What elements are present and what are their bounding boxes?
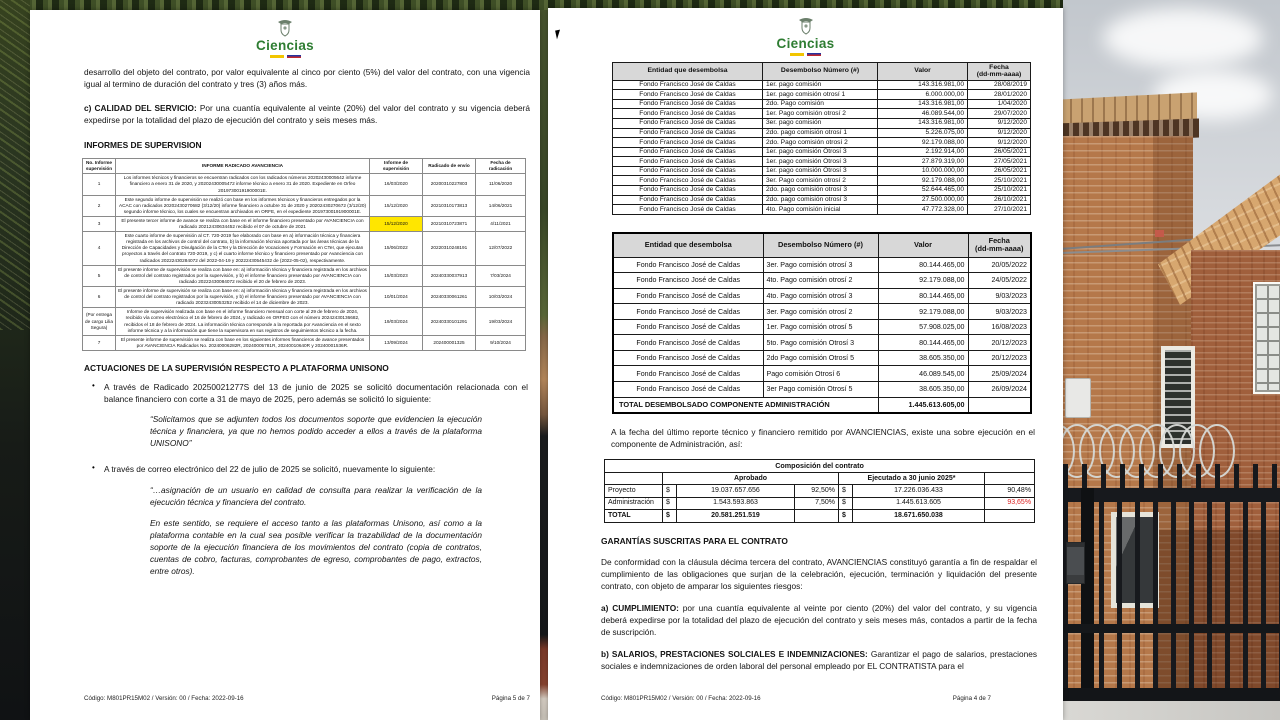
disbursement-value: 80.144.465,00 [878, 257, 968, 273]
report-number: 1 [83, 174, 116, 195]
total-value: 1.445.613.605,00 [878, 397, 968, 413]
report-radicado-number: 20200310227803 [423, 174, 476, 195]
disbursing-entity: Fondo Francisco José de Caldas [613, 382, 763, 398]
photo-intercom [1066, 542, 1085, 584]
col-header-date-line2: (dd-mm-aaaa) [975, 244, 1024, 254]
disbursing-entity: Fondo Francisco José de Caldas [613, 99, 763, 109]
approved-amount: 19.037.657.656 [677, 485, 795, 497]
disbursement-row [613, 90, 1031, 100]
disbursing-entity: Fondo Francisco José de Caldas [613, 185, 763, 195]
bullet-icon: • [92, 381, 95, 391]
cumplimiento-text: por una cuantía equivalente al veinte por ciento (20%) del valor del contrato, y su vigencia deberá expedirse por la totalidad del plazo de ejecución del contrato y seis meses más, contados a partir de la fecha de suscripción. [601, 602, 1037, 637]
calidad-text: Por una cuantía equivalente al veinte (20%) del valor del contrato y su vigencia deberá expedirse por la totalidad del plazo de ejecución del contrato y seis meses más. [84, 103, 530, 126]
disbursement-date: 28/01/2020 [968, 90, 1031, 100]
disbursement-date: 27/10/2021 [968, 205, 1031, 215]
report-description: Los informes técnicos y financieros se encuentran radicados con los radicados números 20202430005642 informe financiero a enero 31 de 2020, y 20202430005472 informe técnico a enero 31 de 2020. Expediente en Orfeo 20197300191900001E. [116, 174, 370, 195]
disbursement-date: 25/10/2021 [968, 176, 1031, 186]
page-footer [601, 695, 991, 702]
composition-table [604, 459, 1035, 522]
photo-fence-bars [1063, 500, 1280, 700]
supervision-row [83, 195, 526, 216]
disbursement-date: 16/08/2023 [968, 319, 1031, 335]
disbursement-date: 9/12/2020 [968, 138, 1031, 148]
over-execution-note: A la fecha del último reporte técnico y financiero remitido por AVANCIENCIAS, existe una sobre ejecución en el componente de Administración, así: [611, 427, 1035, 450]
disbursement-date: 9/12/2020 [968, 128, 1031, 138]
disbursing-entity: Fondo Francisco José de Caldas [613, 157, 763, 167]
disbursement-number: 3er. Pago comisión otrosí 3 [763, 257, 878, 273]
composition-row [605, 485, 1035, 497]
col-header-value: Valor [878, 63, 968, 81]
disbursement-row [613, 185, 1031, 195]
executed-group-header: Ejecutado a 30 junio 2025* [839, 473, 985, 485]
disbursement-date: 25/10/2021 [968, 185, 1031, 195]
supervision-row [83, 174, 526, 195]
approved-percent [795, 510, 839, 522]
report-supervision-date: 19/03/2024 [370, 308, 423, 335]
disbursement-row [613, 195, 1031, 205]
garantias-heading: GARANTÍAS SUSCRITAS PARA EL CONTRATO [601, 535, 788, 546]
disbursement-row [613, 80, 1031, 90]
disbursement-row [613, 109, 1031, 119]
photo-street [1063, 701, 1280, 720]
report-filing-date: 10/03/2024 [476, 287, 526, 308]
report-supervision-date: 10/01/2024 [370, 287, 423, 308]
disbursement-value: 92.179.088,00 [878, 138, 968, 148]
disbursing-entity: Fondo Francisco José de Caldas [613, 176, 763, 186]
report-filing-date: 9/10/2024 [476, 335, 526, 350]
salarios-label: b) SALARIOS, PRESTACIONES SOLCIALES E INDEMNIZACIONES: [601, 648, 868, 659]
composition-blank [605, 473, 663, 485]
disbursement-value: 27.879.319,00 [878, 157, 968, 167]
colombia-coat-of-arms-icon [276, 18, 294, 38]
quote1-text: “Solicitamos que se adjunten todos los documentos soporte que evidencien la ejecución técnica y financiera, ya que no hemos podido acceder a ellos a través de la plataforma UNISONO” [150, 414, 482, 449]
disbursement-date: 9/03/2023 [968, 304, 1031, 320]
disbursing-entity: Fondo Francisco José de Caldas [613, 273, 763, 289]
disbursing-entity: Fondo Francisco José de Caldas [613, 205, 763, 215]
disbursement-date: 20/12/2023 [968, 335, 1031, 351]
report-number: (Por entrega de cargo Lilia Segura) [83, 308, 116, 335]
disbursement-table-1 [612, 62, 1031, 215]
bullet-icon: • [92, 463, 95, 473]
disbursement-date: 25/09/2024 [968, 366, 1031, 382]
disbursement-value: 57.908.025,00 [878, 319, 968, 335]
disbursement-number: 2do. pago comisión otrosí 3 [763, 185, 878, 195]
disbursement-number: 3er. Pago comisión otrosí 2 [763, 176, 878, 186]
report-radicado-number: 20240330061261 [423, 287, 476, 308]
disbursement-row [613, 166, 1031, 176]
disbursement-number: 4to. Pago comisión otrosí 3 [763, 288, 878, 304]
bullet-item [92, 381, 530, 405]
disbursement-number: 1er. pago comisión [763, 80, 878, 90]
col-header-fecha: Fecha de radicación [476, 159, 526, 174]
disbursement-value: 143.316.981,00 [878, 118, 968, 128]
supervision-row [83, 287, 526, 308]
disbursement-value: 143.316.981,00 [878, 80, 968, 90]
document-page-5 [30, 10, 540, 720]
disbursement-number: 3er. Pago comisión otrosí 2 [763, 304, 878, 320]
disbursing-entity: Fondo Francisco José de Caldas [613, 304, 763, 320]
disbursement-number: 1er. pago comisión otrosí 1 [763, 90, 878, 100]
col-header-value: Valor [878, 233, 968, 258]
disbursement-date: 20/12/2023 [968, 350, 1031, 366]
photo-wire-marker [1155, 230, 1164, 237]
photo-foliage-speckles [0, 0, 30, 330]
executed-percent: 90,48% [985, 485, 1035, 497]
col-header-date-line2: (dd-mm-aaaa) [976, 71, 1022, 79]
disbursement-number: 1er. Pago comisión otrosí 2 [763, 109, 878, 119]
disbursement-date: 20/05/2022 [968, 257, 1031, 273]
photo-fence-bottom-rail [1063, 688, 1280, 701]
executed-amount: 1.445.613.605 [853, 497, 985, 509]
footer-document-code: Código: M801PR15M02 / Versión: 00 / Fecha: 2022-09-16 [84, 695, 244, 702]
col-header-entity: Entidad que desembolsa [613, 63, 763, 81]
bullet1-text: A través de Radicado 20250021277S del 13 de junio de 2025 se solicitó documentación relacionada con el balance financiero con corte a 31 de mayo de 2025, pero además se solicitó lo siguiente: [104, 382, 528, 405]
disbursing-entity: Fondo Francisco José de Caldas [613, 257, 763, 273]
disbursement-value: 92.179.088,00 [878, 273, 968, 289]
document-page-4 [548, 8, 1063, 720]
disbursement-number: 4to. Pago comisión otrosí 2 [763, 273, 878, 289]
composition-label: TOTAL [605, 510, 663, 522]
disbursement-number: 2do. Pago comisión [763, 99, 878, 109]
disbursing-entity: Fondo Francisco José de Caldas [613, 319, 763, 335]
report-radicado-number: 20210310723871 [423, 216, 476, 231]
disbursement-row [613, 382, 1031, 398]
approved-percent: 7,50% [795, 497, 839, 509]
currency-sign: $ [839, 497, 853, 509]
disbursement-value: 6.000.000,00 [878, 90, 968, 100]
page-footer [84, 695, 530, 702]
report-description: Este cuarto informe de supervisión al CT. 720-2019 fue elaborado con base en a) información técnica y financiera registrada en los archivos de control del contrato, b) la información técnica aportada por las áreas técnicas de la Dirección de Capacidades y Divulgación de la CTeI y la Dirección de Vocaciones y Formación en CTeI, que ejecutan proyectos a través del contrato 720-2019, y c) el cuarto informe técnico y financiero presentado por Avanciencia con radicados 20222430284072 del 2022-04-19 y 20222430545432 de (2022-05-02), respectivamente. [116, 232, 370, 266]
disbursement-date: 1/04/2020 [968, 99, 1031, 109]
report-filing-date: 4/11/2021 [476, 216, 526, 231]
report-radicado-number: 202400001325 [423, 335, 476, 350]
disbursement-row [613, 99, 1031, 109]
report-number: 7 [83, 335, 116, 350]
report-description: El presente tercer informe de avance se realiza con base en el informe financiero presentado por AVANCIENCIA con radicado 20212430634452 recibido el 07 de octubre de 2021 [116, 216, 370, 231]
paragraph-calidad [84, 102, 530, 126]
col-header-entity: Entidad que desembolsa [613, 233, 763, 258]
composition-row [605, 497, 1035, 509]
report-supervision-date: 15/03/2023 [370, 265, 423, 286]
disbursement-date: 26/05/2021 [968, 147, 1031, 157]
disbursement-number: Pago comisión Otrosí 6 [763, 366, 878, 382]
disbursement-header-row [613, 63, 1031, 81]
salarios-paragraph [601, 648, 1037, 672]
garantias-intro: De conformidad con la cláusula décima tercera del contrato, AVANCIENCIAS constituyó garantía a fin de respaldar el cumplimiento de las obligaciones que surjan de la celebración, ejecución, terminación y liquidación del presente contrato, con objeto de amparar los siguientes riesgos: [601, 556, 1037, 591]
disbursement-row [613, 147, 1031, 157]
disbursement-row [613, 350, 1031, 366]
disbursement-value: 47.772.328,00 [878, 205, 968, 215]
supervision-table [82, 158, 526, 351]
disbursement-number: 2do. pago comisión otrosí 3 [763, 195, 878, 205]
report-radicado-number: 20240330101291 [423, 308, 476, 335]
disbursement-number: 1er. Pago comisión otrosí 5 [763, 319, 878, 335]
disbursement-row [613, 157, 1031, 167]
approved-amount: 1.543.593.863 [677, 497, 795, 509]
composition-label: Administración [605, 497, 663, 509]
report-number: 4 [83, 232, 116, 266]
report-description: Este segundo informe de supervisión se realizó con base en los informes técnicos y financieros entregados por la ACAC con radicados 20202430270682 (3/12/20) informe financiero a octubre 31 de 2020 y 20202430270672 (3/12/20) segundo informe técnico, los cuales se encuentran archivados en ORFE, en el expediente 20197300191900001E. [116, 195, 370, 216]
disbursement-number: 1er. pago comisión Otrosí 3 [763, 157, 878, 167]
report-radicado-number: 20220310248191 [423, 232, 476, 266]
composition-row [605, 510, 1035, 522]
disbursement-value: 5.226.075,00 [878, 128, 968, 138]
report-supervision-date: 15/12/2020 [370, 195, 423, 216]
disbursement-date: 27/05/2021 [968, 157, 1031, 167]
disbursing-entity: Fondo Francisco José de Caldas [613, 147, 763, 157]
report-supervision-date: 15/06/2022 [370, 232, 423, 266]
disbursement-row [613, 366, 1031, 382]
photo-gate-post [1081, 488, 1094, 720]
flag-yellow-bar [270, 55, 284, 58]
ciencias-logo [548, 8, 1063, 56]
supervision-row [83, 308, 526, 335]
disbursement-row [613, 257, 1031, 273]
supervision-row [83, 216, 526, 231]
bullet2-text: A través de correo electrónico del 22 de julio de 2025 se solicitó, nuevamente lo siguiente: [104, 464, 436, 475]
salarios-text: Garantizar el pago de salarios, prestaciones sociales e indemnizaciones de orden laboral del personal empleado por EL CONTRATISTA para el [601, 648, 1037, 671]
flag-yellow-bar [790, 53, 804, 56]
footer-page-number: Página 4 de 7 [952, 695, 991, 702]
approved-amount: 20.581.251.519 [677, 510, 795, 522]
disbursement-date: 9/12/2020 [968, 118, 1031, 128]
report-filing-date: 19/03/2024 [476, 308, 526, 335]
report-supervision-date: 15/12/2020 [370, 216, 423, 231]
ciencias-logo [30, 10, 540, 58]
executed-percent: 93,65% [985, 497, 1035, 509]
disbursement-row [613, 304, 1031, 320]
disbursement-value: 27.500.000,00 [878, 195, 968, 205]
disbursement-row [613, 205, 1031, 215]
actuaciones-heading: ACTUACIONES DE LA SUPERVISIÓN RESPECTO A PLATAFORMA UNISONO [84, 363, 389, 374]
col-header-informe: INFORME RADICADO AVANCIENCIA [116, 159, 370, 174]
disbursement-value: 80.144.465,00 [878, 288, 968, 304]
disbursement-number: 2do. pago comisión otrosí 1 [763, 128, 878, 138]
disbursing-entity: Fondo Francisco José de Caldas [613, 195, 763, 205]
calidad-label: c) CALIDAD DEL SERVICIO: [84, 103, 197, 114]
report-description: El presente informe de supervisión se realiza con base en los siguientes informes financieros de avance presentados por AVANCIENCIA Radicados No. 20240006282R, 20240005781R, 20240010640R y 20240001536R. [116, 335, 370, 350]
disbursement-number: 5to. Pago comisión Otrosí 3 [763, 335, 878, 351]
disbursement-row [613, 138, 1031, 148]
composition-group-row [605, 473, 1035, 485]
report-supervision-date: 16/03/2020 [370, 174, 423, 195]
composition-title-row [605, 460, 1035, 473]
report-number: 3 [83, 216, 116, 231]
photo-gap-sliver [540, 10, 548, 720]
photo-window-right [1253, 282, 1280, 394]
disbursement-value: 2.192.914,00 [878, 147, 968, 157]
executed-amount: 17.226.036.433 [853, 485, 985, 497]
colombia-coat-of-arms-icon [797, 16, 815, 36]
disbursement-date: 26/09/2024 [968, 382, 1031, 398]
col-header-radicado: Radicado de envío [423, 159, 476, 174]
disbursement-date: 24/05/2022 [968, 273, 1031, 289]
disbursing-entity: Fondo Francisco José de Caldas [613, 128, 763, 138]
disbursement-date: 26/10/2021 [968, 195, 1031, 205]
disbursing-entity: Fondo Francisco José de Caldas [613, 166, 763, 176]
approved-percent: 92,50% [795, 485, 839, 497]
disbursing-entity: Fondo Francisco José de Caldas [613, 366, 763, 382]
paragraph-poliza: desarrollo del objeto del contrato, por valor equivalente al cinco por ciento (5%) del valor del contrato, con una vigencia igual al termino de duración del contrato y tres (3) años más. [84, 67, 530, 90]
disbursement-number: 3er. pago comisión [763, 118, 878, 128]
report-description: Informe de supervisión realizada con base en el informe financiero mensual con corte al 29 de febrero de 2024, recibido vía correo electrónico el 16 de febrero de 2024, y radicado en ORFEO con el número 20242430136682, recibidos el 18 de febrero de 2024. La información técnica corresponde a la reportada por Avanciencia en el sexto informe técnica y a la información que tiene la supervisora en sus registros de seguimientos técnico a la fecha. [116, 308, 370, 335]
disbursement-number: 1er. pago comisión Otrosí 3 [763, 166, 878, 176]
disbursement-header-row [613, 233, 1031, 258]
col-header-date-line1: Fecha [988, 235, 1010, 245]
currency-sign: $ [663, 497, 677, 509]
disbursement-row [613, 319, 1031, 335]
disbursement-value: 38.605.350,00 [878, 350, 968, 366]
disbursement-value: 92.179.088,00 [878, 176, 968, 186]
report-number: 6 [83, 287, 116, 308]
disbursement-value: 46.089.545,00 [878, 366, 968, 382]
disbursement-number: 4to. Pago comisión inicial [763, 205, 878, 215]
disbursement-value: 80.144.465,00 [878, 335, 968, 351]
disbursement-row [613, 128, 1031, 138]
informes-heading: INFORMES DE SUPERVISION [84, 140, 202, 151]
report-filing-date: 11/06/2020 [476, 174, 526, 195]
photo-cloud [1103, 8, 1263, 68]
disbursement-row [613, 288, 1031, 304]
disbursement-date: 9/03/2023 [968, 288, 1031, 304]
report-filing-date: 14/06/2021 [476, 195, 526, 216]
col-header-date-line1: Fecha [989, 63, 1009, 71]
supervision-row [83, 335, 526, 350]
disbursing-entity: Fondo Francisco José de Caldas [613, 138, 763, 148]
supervision-row [83, 265, 526, 286]
report-description: El presente informe de supervisión se realiza con base en: a) información técnica y financiera registrada en los archivos de control del contrato registrados por la supervisión, y b) el informe financiero presentado por AVANCIENCIA con radicado 20232430053252 recibido el 14 de diciembre de 2023. [116, 287, 370, 308]
photo-tree-left [0, 0, 30, 720]
report-supervision-date: 13/09/2024 [370, 335, 423, 350]
executed-amount: 18.671.650.038 [853, 510, 985, 522]
disbursing-entity: Fondo Francisco José de Caldas [613, 335, 763, 351]
photo-utility-box [1065, 378, 1091, 418]
disbursement-value: 10.000.000,00 [878, 166, 968, 176]
disbursement-number: 2do Pago comisión Otrosí 5 [763, 350, 878, 366]
disbursement-row [613, 273, 1031, 289]
approved-group-header: Aprobado [663, 473, 839, 485]
col-header-date [968, 63, 1031, 81]
disbursement-row [613, 118, 1031, 128]
disbursement-date: 28/08/2019 [968, 80, 1031, 90]
disbursement-date: 26/05/2021 [968, 166, 1031, 176]
cumplimiento-paragraph [601, 602, 1037, 638]
disbursing-entity: Fondo Francisco José de Caldas [613, 109, 763, 119]
disbursement-row [613, 335, 1031, 351]
disbursement-number: 2do. Pago comisión otrosí 2 [763, 138, 878, 148]
total-row [613, 397, 1031, 413]
bullet-item [92, 463, 530, 475]
col-header-no: No. Informe supervisión [83, 159, 116, 174]
disbursement-value: 52.644.465,00 [878, 185, 968, 195]
report-filing-date: 7/03/2024 [476, 265, 526, 286]
disbursement-value: 38.605.350,00 [878, 382, 968, 398]
report-description: El presente informe de supervisión se realiza con base en: a) información técnica y financiera registrada en los archivos de control del contrato registrados por la supervisión, y b) el informe financiero presentado por AVANCIENCIA con radicado 20222430084072 recibido el 20 de febrero de 2023. [116, 265, 370, 286]
footer-document-code: Código: M801PR15M02 / Versión: 00 / Fecha: 2022-09-16 [601, 695, 761, 702]
report-radicado-number: 20210310173813 [423, 195, 476, 216]
cumplimiento-label: a) CUMPLIMIENTO: [601, 602, 679, 613]
composition-blank [985, 473, 1035, 485]
total-label: TOTAL DESEMBOLSADO COMPONENTE ADMINISTRACIÓN [613, 397, 878, 413]
photo-building [1063, 0, 1280, 720]
disbursing-entity: Fondo Francisco José de Caldas [613, 118, 763, 128]
currency-sign: $ [839, 510, 853, 522]
supervision-header-row [83, 159, 526, 174]
supervision-row [83, 232, 526, 266]
photo-fence-mid-rail [1063, 624, 1280, 633]
brand-name: Ciencias [776, 36, 835, 51]
disbursing-entity: Fondo Francisco José de Caldas [613, 80, 763, 90]
report-number: 5 [83, 265, 116, 286]
report-number: 2 [83, 195, 116, 216]
disbursing-entity: Fondo Francisco José de Caldas [613, 90, 763, 100]
col-header-number: Desembolso Número (#) [763, 63, 878, 81]
col-header-number: Desembolso Número (#) [763, 233, 878, 258]
disbursing-entity: Fondo Francisco José de Caldas [613, 288, 763, 304]
disbursement-date: 29/07/2020 [968, 109, 1031, 119]
disbursement-value: 46.089.544,00 [878, 109, 968, 119]
currency-sign: $ [663, 485, 677, 497]
executed-percent [985, 510, 1035, 522]
disbursement-row [613, 176, 1031, 186]
brand-name: Ciencias [256, 38, 314, 53]
disbursement-number: 3er Pago comisión Otrosí 5 [763, 382, 878, 398]
flag-blue-red-bar [287, 55, 301, 58]
currency-sign: $ [839, 485, 853, 497]
footer-page-number: Página 5 de 7 [491, 695, 530, 702]
flag-bars [548, 53, 1063, 56]
composition-label: Proyecto [605, 485, 663, 497]
quote2a-text: “…asignación de un usuario en calidad de consulta para realizar la verificación de la ejecución técnica y financiera del contrato. [150, 485, 482, 508]
col-header-informe-supervision: Informe de supervisión [370, 159, 423, 174]
flag-bars [30, 55, 540, 58]
disbursement-number: 1er. pago comisión Otrosí 3 [763, 147, 878, 157]
col-header-date [968, 233, 1031, 258]
currency-sign: $ [663, 510, 677, 522]
quote2b-text: En este sentido, se requiere el acceso tanto a las plataformas Unisono, así como a la plataforma contable en la cual sea posible verificar la trazabilidad de la documentación soporte de la ejecución financiera de los movimientos del contrato (copia de contratos, cuentas de cobro, facturas, comprobantes de egreso, comprobantes de pago, extractos, entre otros). [150, 518, 482, 577]
flag-blue-red-bar [807, 53, 821, 56]
report-radicado-number: 20240330037913 [423, 265, 476, 286]
composition-title: Composición del contrato [605, 460, 1035, 473]
total-empty-cell [968, 397, 1031, 413]
disbursement-value: 92.179.088,00 [878, 304, 968, 320]
disbursing-entity: Fondo Francisco José de Caldas [613, 350, 763, 366]
report-filing-date: 12/07/2022 [476, 232, 526, 266]
disbursement-value: 143.316.981,00 [878, 99, 968, 109]
disbursement-table-2 [612, 232, 1032, 415]
